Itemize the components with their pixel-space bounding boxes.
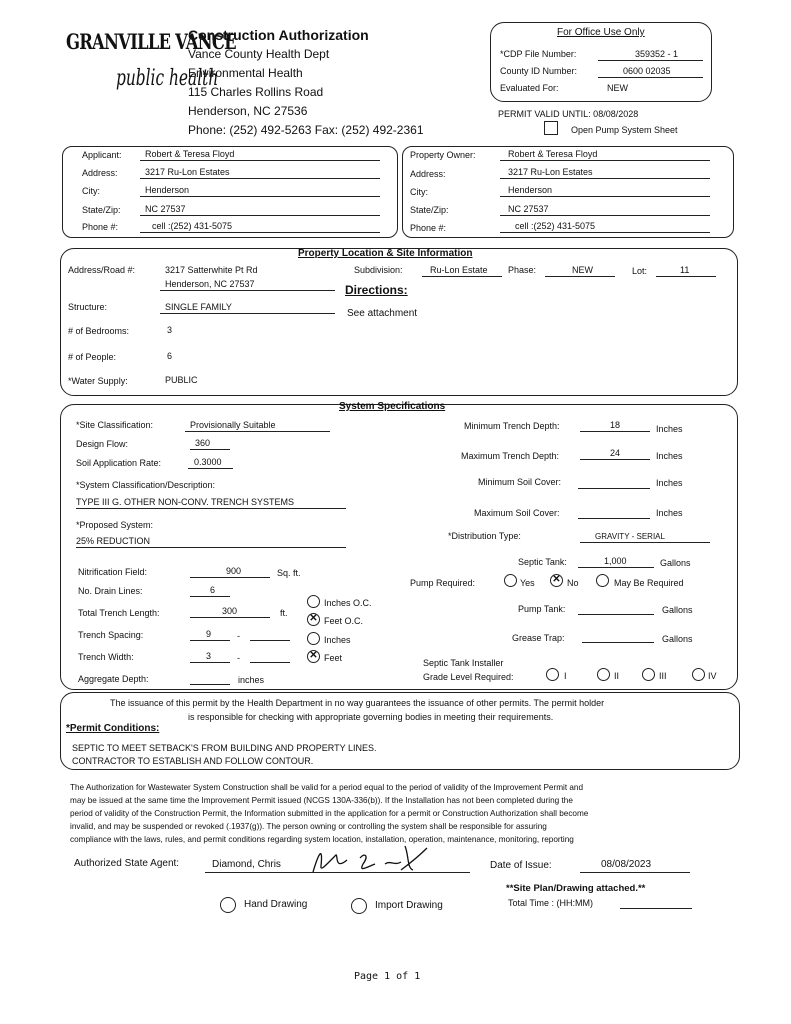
condition-line-2: CONTRACTOR TO ESTABLISH AND FOLLOW CONTOUR. [72,756,314,766]
pump-tank-underline [578,614,654,615]
logo-text-bottom: public health [116,66,219,91]
directions-value: See attachment [347,308,418,319]
applicant-city: Henderson [145,185,190,195]
permit-notice-line1: The issuance of this permit by the Health Department in no way guarantees the issuance of other permits. The permit holder [110,698,605,708]
site-address-line1: 3217 Satterwhite Pt Rd [165,265,258,275]
owner-state: NC 27537 [508,204,549,214]
spacing-underline [190,640,230,641]
drain-lines-value: 6 [210,585,216,595]
applicant-label: Applicant: [82,150,122,160]
soil-rate-label: Soil Application Rate: [76,458,162,468]
owner-name: Robert & Teresa Floyd [508,149,598,159]
permit-notice-line2: is responsible for checking with appropriate governing bodies in meeting their requirements. [188,712,554,722]
bedrooms-value: 3 [167,325,173,335]
aggregate-underline [190,684,230,685]
cdp-underline [598,60,703,61]
max-trench-depth-value: 24 [610,448,621,458]
agent-name: Diamond, Chris [212,859,281,870]
grease-trap-label: Grease Trap: [512,633,565,643]
owner-phone-underline [500,232,710,233]
grade-2-radio[interactable] [597,668,610,681]
owner-phone-label: Phone #: [410,223,447,233]
dept-city: Henderson, NC 27536 [188,104,308,118]
pump-no-radio-checked[interactable]: ✕ [550,574,563,587]
dept-street: 115 Charles Rollins Road [188,85,324,99]
trench-spacing-label: Trench Spacing: [78,630,144,640]
grade-4-radio[interactable] [692,668,705,681]
min-cover-underline [578,488,650,489]
spacing-dash: - [237,631,240,641]
dept-phone: Phone: (252) 492-5263 Fax: (252) 492-2361 [188,123,424,137]
soil-rate-value: 0.3000 [194,457,222,467]
date-underline [580,872,690,873]
grease-underline [582,642,654,643]
aggregate-unit: inches [238,675,265,685]
site-address-underline [160,290,335,291]
water-supply-value: PUBLIC [165,375,198,385]
owner-label: Property Owner: [410,150,476,160]
signature [305,842,435,878]
owner-address-label: Address: [410,169,446,179]
system-desc-value: TYPE III G. OTHER NON-CONV. TRENCH SYSTEMS [76,497,295,507]
system-heading: System Specifications [339,401,446,412]
min-cover-unit: Inches [656,478,683,488]
distribution-type-label: *Distribution Type: [448,531,521,541]
system-desc-label: *System Classification/Description: [76,480,216,490]
drain-lines-label: No. Drain Lines: [78,586,143,596]
legal-text-5: compliance with the laws, rules, and permit conditions regarding system location, installation, operation, maintenance, monitoring, reporting [70,835,574,844]
applicant-address-underline [140,178,380,179]
min-trench-depth-label: Minimum Trench Depth: [464,421,560,431]
grade-1-radio[interactable] [546,668,559,681]
subdivision-underline [422,276,502,277]
logo-text-top: GRANVILLE VANCE [66,29,236,54]
applicant-city-label: City: [82,186,100,196]
applicant-phone-label: Phone #: [82,222,119,232]
phase-underline [545,276,615,277]
legal-text-2: may be issued at the same time the Improvement Permit issued (NCGS 130A-336(b)). If the Installation has not been completed during the [70,796,573,805]
site-class-label: *Site Classification: [76,420,154,430]
import-drawing-radio[interactable] [351,898,367,914]
septic-underline [578,567,654,568]
owner-city-underline [500,196,710,197]
owner-phone: cell :(252) 431-5075 [515,221,596,231]
site-address-label: Address/Road #: [68,265,136,275]
septic-unit: Gallons [660,558,691,568]
county-underline [598,77,703,78]
structure-underline [160,313,335,314]
directions-label: Directions: [345,283,408,297]
site-heading: Property Location & Site Information [298,248,473,259]
min-depth-unit: Inches [656,424,683,434]
people-value: 6 [167,351,173,361]
lot-underline [656,276,716,277]
evaluated-value: NEW [607,83,628,93]
width-underline [190,662,230,663]
trench-length-label: Total Trench Length: [78,608,160,618]
cdp-value: 359352 - 1 [635,49,679,59]
trench-width-label: Trench Width: [78,652,134,662]
owner-underline [500,160,710,161]
nitrification-label: Nitrification Field: [78,567,148,577]
division-name: Environmental Health [188,66,303,80]
date-label: Date of Issue: [490,860,552,871]
pump-yes-label: Yes [520,578,535,588]
inches-oc-radio[interactable] [307,595,320,608]
evaluated-label: Evaluated For: [500,83,559,93]
grade-3-label: III [659,671,667,681]
agent-label: Authorized State Agent: [74,858,180,869]
legal-text-1: The Authorization for Wastewater System Construction shall be valid for a period equal to the period of validity of the Improvement Permit and [70,783,584,792]
installer-label-2: Grade Level Required: [423,672,514,682]
owner-city: Henderson [508,185,553,195]
soil-rate-underline [188,468,233,469]
pump-maybe-radio[interactable] [596,574,609,587]
grade-1-label: I [564,671,567,681]
subdivision-value: Ru-Lon Estate [430,265,488,275]
nitrification-value: 900 [226,566,242,576]
structure-label: Structure: [68,302,108,312]
total-time-underline [620,908,692,909]
design-flow-underline [190,449,230,450]
trench-length-unit: ft. [280,608,288,618]
septic-tank-value: 1,000 [604,556,627,566]
trench-length-underline [190,617,270,618]
bedrooms-label: # of Bedrooms: [68,326,130,336]
dist-underline [580,542,710,543]
nitrification-unit: Sq. ft. [277,568,301,578]
proposed-system-underline [76,547,346,548]
drain-underline [190,596,230,597]
permit-valid-until: PERMIT VALID UNTIL: 08/08/2028 [498,109,639,119]
condition-line-1: SEPTIC TO MEET SETBACK'S FROM BUILDING AND PROPERTY LINES. [72,743,377,753]
applicant-underline [140,160,380,161]
trench-spacing-value: 9 [206,629,212,639]
pump-no-label: No [567,578,579,588]
hand-drawing-label: Hand Drawing [244,899,308,910]
applicant-address: 3217 Ru-Lon Estates [145,167,230,177]
inches-oc-label: Inches O.C. [324,598,372,608]
pump-required-label: Pump Required: [410,578,476,588]
inches-label: Inches [324,635,351,645]
pump-yes-radio[interactable] [504,574,517,587]
min-soil-cover-label: Minimum Soil Cover: [478,477,562,487]
subdivision-label: Subdivision: [354,265,403,275]
proposed-system-label: *Proposed System: [76,520,154,530]
applicant-state-underline [140,215,380,216]
lot-value: 11 [680,265,690,275]
max-cover-unit: Inches [656,508,683,518]
proposed-system-value: 25% REDUCTION [76,536,151,546]
max-trench-depth-label: Maximum Trench Depth: [461,451,560,461]
grade-4-label: IV [708,671,717,681]
page-title: Construction Authorization [188,27,369,43]
min-depth-underline [580,431,650,432]
total-time-label: Total Time : (HH:MM) [508,898,594,908]
spacing-underline-2 [250,640,290,641]
owner-state-label: State/Zip: [410,205,449,215]
lot-label: Lot: [632,266,648,276]
aggregate-depth-label: Aggregate Depth: [78,674,149,684]
applicant-state-label: State/Zip: [82,205,121,215]
open-pump-label: Open Pump System Sheet [571,125,678,135]
nitrification-underline [190,577,270,578]
owner-city-label: City: [410,187,428,197]
grease-unit: Gallons [662,634,693,644]
open-pump-checkbox[interactable] [544,121,558,135]
installer-label-1: Septic Tank Installer [423,658,504,668]
applicant-phone: cell :(252) 431-5075 [152,221,233,231]
phase-label: Phase: [508,265,537,275]
design-flow-label: Design Flow: [76,439,129,449]
water-supply-label: *Water Supply: [68,376,128,386]
grade-2-label: II [614,671,620,681]
trench-length-value: 300 [222,606,238,616]
applicant-phone-underline [140,232,380,233]
permit-conditions-label: *Permit Conditions: [66,723,160,734]
office-use-title: For Office Use Only [557,27,645,38]
applicant-state: NC 27537 [145,204,186,214]
owner-address-underline [500,178,710,179]
import-drawing-label: Import Drawing [375,900,443,911]
max-depth-unit: Inches [656,451,683,461]
max-cover-underline [578,518,650,519]
legal-text-4: invalid, and may be suspended or revoked (.1937(g)). The person owning or controlling the system shall be responsible for assuring [70,822,547,831]
cdp-label: *CDP File Number: [500,49,577,59]
grade-3-radio[interactable] [642,668,655,681]
feet-radio-checked[interactable]: ✕ [307,650,320,663]
site-address-line2: Henderson, NC 27537 [165,279,255,289]
phase-value: NEW [572,265,593,275]
distribution-type-value: GRAVITY - SERIAL [595,532,665,541]
owner-state-underline [500,215,710,216]
min-trench-depth-value: 18 [610,420,621,430]
county-id-value: 0600 02035 [623,66,671,76]
people-label: # of People: [68,352,117,362]
max-soil-cover-label: Maximum Soil Cover: [474,508,560,518]
owner-address: 3217 Ru-Lon Estates [508,167,593,177]
site-class-value: Provisionally Suitable [190,420,276,430]
dept-name: Vance County Health Dept [188,47,330,61]
structure-value: SINGLE FAMILY [165,302,232,312]
trench-width-value: 3 [206,651,212,661]
applicant-address-label: Address: [82,168,118,178]
date-value: 08/08/2023 [601,859,652,870]
width-dash: - [237,653,240,663]
max-depth-underline [580,459,650,460]
feet-oc-label: Feet O.C. [324,616,364,626]
county-id-label: County ID Number: [500,66,578,76]
pump-maybe-label: May Be Required [614,578,684,588]
design-flow-value: 360 [195,438,211,448]
system-desc-underline [76,508,346,509]
width-underline-2 [250,662,290,663]
site-class-underline [185,431,330,432]
applicant-city-underline [140,196,380,197]
inches-radio[interactable] [307,632,320,645]
site-plan-note: **Site Plan/Drawing attached.** [506,883,646,894]
pump-tank-unit: Gallons [662,605,693,615]
applicant-name: Robert & Teresa Floyd [145,149,235,159]
feet-oc-radio-checked[interactable]: ✕ [307,613,320,626]
hand-drawing-radio[interactable] [220,897,236,913]
page-number: Page 1 of 1 [354,971,421,982]
septic-tank-label: Septic Tank: [518,557,567,567]
feet-label: Feet [324,653,343,663]
legal-text-3: period of validity of the Construction Permit, the Information submitted in the application for a permit or Construction Authorization shall become [70,809,589,818]
pump-tank-label: Pump Tank: [518,604,566,614]
